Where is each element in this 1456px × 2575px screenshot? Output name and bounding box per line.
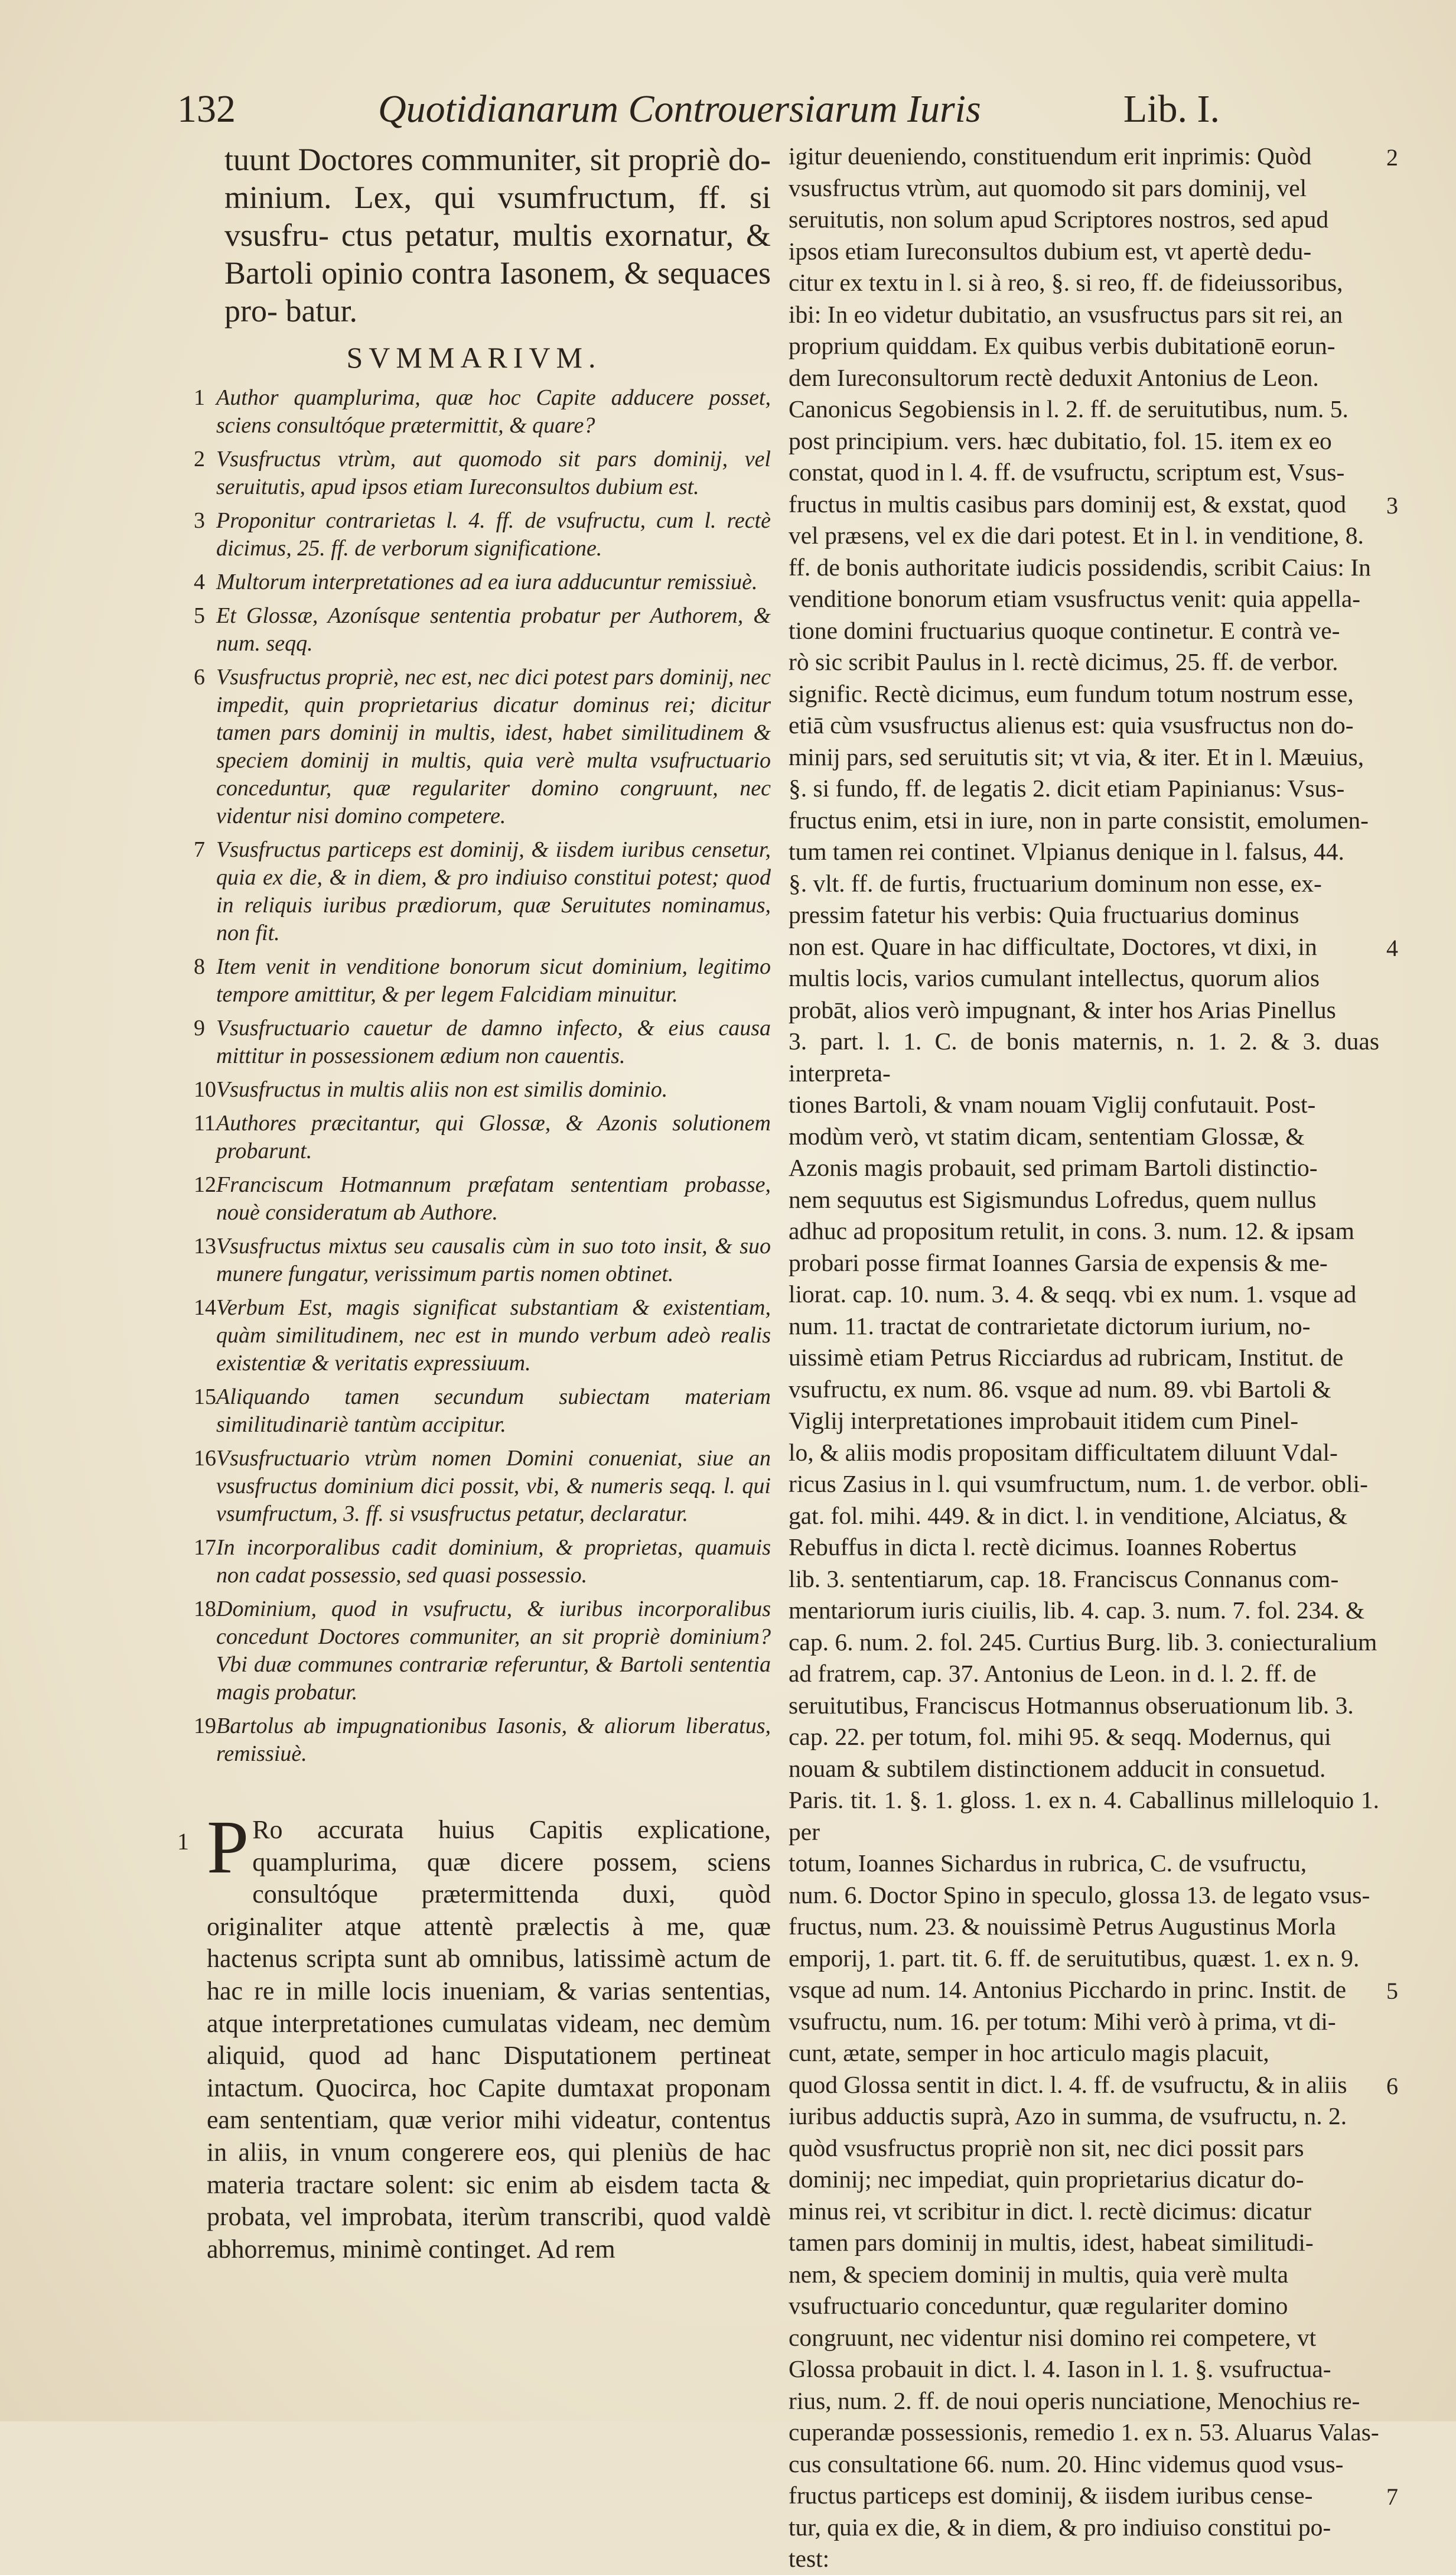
text-line: gat. fol. mihi. 449. & in dict. l. in venditione, Alciatus, & (789, 1501, 1348, 1529)
summarium-text: Proponitur contrarietas l. 4. ff. de vsufructu, cum l. rectè dicimus, 25. ff. de verborum significatione. (216, 508, 771, 561)
summarium-text: In incorporalibus cadit dominium, & proprietas, quamuis non cadat possessio, sed quasi possessio. (216, 1535, 771, 1588)
summarium-item (177, 1076, 771, 1104)
summarium-number: 5 (194, 603, 205, 628)
right-column (789, 141, 1398, 2575)
summarium-item (177, 1015, 771, 1070)
summarium-text: Bartolus ab impugnationibus Iasonis, & aliorum liberatus, remissiuè. (216, 1714, 771, 1766)
summarium-text: Vsusfructus vtrùm, aut quomodo sit pars dominij, vel seruitutis, apud ipsos etiam Iureconsultos dubium est. (216, 447, 771, 499)
summarium-text: Item venit in venditione bonorum sicut dominium, legitimo tempore amittitur, & per legem Falcidiam minuitur. (216, 954, 771, 1007)
text-line: venditione bonorum etiam vsusfructus venit: quia appella- (789, 585, 1361, 612)
summarium-item (177, 507, 771, 563)
text-line: post principium. vers. hæc dubitatio, fol. 15. item ex eo (789, 427, 1332, 454)
text-line: proprium quiddam. Ex quibus verbis dubitationē eorun- (789, 332, 1336, 359)
summarium-number: 9 (194, 1016, 205, 1041)
margin-number: 3 (1386, 492, 1398, 519)
margin-number: 4 (1386, 934, 1398, 961)
summarium-text: Franciscum Hotmannum præfatam sententiam probasse, nouè consideratum ab Authore. (216, 1172, 771, 1225)
text-line: mentariorum iuris ciuilis, lib. 4. cap. 3. num. 7. fol. 234. & (789, 1597, 1365, 1624)
left-body-text: Ro accurata huius Capitis explicatione, quamplurima, quæ dicere possem, sciens consultóque prætermittenda duxi, quòd originaliter atque attentè prælectis à me, quæ hactenus scripta sunt ab omnibus, latissimè actum de hac re in mille locis inueniam, & varias sententias, atque interpretationes cumulatas videam, nec demùm aliquid, quod ad hanc Disputationem pertineat intactum. Quocirca, hoc Capite dumtaxat proponam eam sententiam, quæ verior mihi videatur, contentus in aliis, in vnum congerere eos, qui pleniùs de hac materia tractare solent: sic enim ab eisdem tacta & probata, vel improbata, iterùm transcribi, quod valdè abhorremus, minimè continget. Ad rem (207, 1815, 771, 2264)
summarium-text: Dominium, quod in vsufructu, & iuribus incorporalibus concedunt Doctores communiter, an sit propriè dominium? Vbi duæ communes contrariæ referuntur, & Bartoli sententia magis probatur. (216, 1597, 771, 1705)
text-line: liorat. cap. 10. num. 3. 4. & seqq. vbi ex num. 1. vsque ad (789, 1280, 1357, 1308)
drop-cap: P (207, 1805, 249, 1889)
summarium-item (177, 836, 771, 947)
text-line: congruunt, nec videntur nisi domino rei competere, vt (789, 2323, 1317, 2351)
text-line: Glossa probauit in dict. l. 4. Iason in l. 1. §. vsufructua- (789, 2355, 1331, 2382)
text-line: rò sic scribit Paulus in l. rectè dicimus, 25. ff. de verbor. (789, 648, 1338, 675)
text-line: non est. Quare in hac difficultate, Doctores, vt dixi, in (789, 932, 1317, 960)
margin-number: 7 (1386, 2483, 1398, 2510)
text-line: Canonicus Segobiensis in l. 2. ff. de seruitutibus, num. 5. (789, 395, 1348, 422)
summarium-item (177, 602, 771, 658)
text-line: probari posse firmat Ioannes Garsia de expensis & me- (789, 1249, 1328, 1276)
summarium-item (177, 1110, 771, 1165)
summarium-item (177, 1233, 771, 1288)
text-line: vsufructu, num. 16. per totum: Mihi verò à prima, vt di- (789, 2007, 1336, 2035)
summarium-item (177, 1595, 771, 1706)
text-line: rius, num. 2. ff. de noui operis nunciatione, Menochius re- (789, 2387, 1360, 2414)
summarium-number: 1 (194, 385, 205, 410)
text-line: ad fratrem, cap. 37. Antonius de Leon. in d. l. 2. ff. de (789, 1660, 1317, 1687)
summarium-heading: SVMMARIVM. (346, 341, 602, 374)
intro-line: minium. Lex, qui vsumfructum, ff. si vsusfru- (224, 180, 771, 253)
text-line: nem sequutus est Sigismundus Lofredus, quem nullus (789, 1185, 1317, 1213)
summarium-item (177, 1445, 771, 1528)
summarium-text: Aliquando tamen secundum subiectam materiam similitudinariè tantùm accipitur. (216, 1384, 771, 1437)
text-line: signific. Rectè dicimus, eum fundum totum nostrum esse, (789, 679, 1354, 707)
text-line: Viglij interpretationes improbauit itidem cum Pinel- (789, 1407, 1299, 1434)
summarium-item (177, 384, 771, 440)
text-line: ipsos etiam Iureconsultos dubium est, vt apertè dedu- (789, 237, 1312, 265)
text-line: fructus particeps est dominij, & iisdem iuribus cense- (789, 2482, 1313, 2509)
text-line: quod Glossa sentit in dict. l. 4. ff. de vsufructu, & in aliis (789, 2070, 1347, 2098)
text-line: fructus, num. 23. & nouissimè Petrus Augustinus Morla (789, 1913, 1336, 1940)
summarium-item (177, 1534, 771, 1589)
summarium-text: Et Glossæ, Azonísque sententia probatur per Authorem, & num. seqq. (216, 603, 771, 656)
text-line: cus consultatione 66. num. 20. Hinc videmus quod vsus- (789, 2450, 1344, 2478)
text-line: Paris. tit. 1. §. 1. gloss. 1. ex n. 4. Caballinus milleloquio 1. per (789, 1786, 1379, 1845)
text-line: Azonis magis probauit, sed primam Bartoli distinctio- (789, 1154, 1318, 1181)
text-line: nouam & subtilem distinctionem adducit in consuetud. (789, 1754, 1326, 1782)
summarium-number: 18 (194, 1597, 216, 1621)
intro-line: tuunt Doctores communiter, sit propriè do- (224, 142, 771, 177)
summarium-text: Vsusfructus mixtus seu causalis cùm in suo toto insit, & suo munere fungatur, verissimum partis nomen obtinet. (216, 1234, 771, 1286)
text-line: lib. 3. sententiarum, cap. 18. Franciscus Connanus com- (789, 1565, 1339, 1592)
text-line: vsufructuario conceduntur, quæ regulariter domino (789, 2292, 1288, 2319)
main-text-left (177, 1805, 771, 2265)
summarium-text: Vsusfructus in multis aliis non est similis dominio. (216, 1077, 668, 1102)
margin-number: 6 (1386, 2072, 1398, 2099)
book-number: Lib. I. (1123, 87, 1220, 131)
text-line: ff. de bonis authoritate iudicis possidendis, scribit Caius: In (789, 553, 1371, 581)
intro-line: opinio contra Iasonem, & sequaces pro- (224, 255, 771, 329)
text-line: fructus in multis casibus pars dominij est, & exstat, quod (789, 490, 1347, 518)
text-line: vsque ad num. 14. Antonius Picchardo in princ. Instit. de (789, 1976, 1347, 2003)
summarium-item (177, 664, 771, 830)
summarium-text: Vsusfructuario vtrùm nomen Domini conueniat, siue an vsusfructus dominium dici possit, vbi, & numeris seqq. l. qui vsumfructum, 3. ff. si vsusfructus petatur, declaratur. (216, 1446, 771, 1526)
text-line: vsufructu, ex num. 86. vsque ad num. 89. vbi Bartoli & (789, 1375, 1331, 1403)
text-line: etiā cùm vsusfructus alienus est: quia vsusfructus non do- (789, 711, 1354, 739)
text-line: lo, & aliis modis propositam difficultatem diluunt Vdal- (789, 1438, 1338, 1466)
text-line: ricus Zasius in l. qui vsumfructum, num. 1. de verbor. obli- (789, 1470, 1368, 1497)
text-line: §. vlt. ff. de furtis, fructuarium dominum non esse, ex- (789, 869, 1322, 897)
running-head (177, 83, 1385, 136)
text-line: iuribus adductis suprà, Azo in summa, de vsufructu, n. 2. (789, 2102, 1347, 2129)
text-line: quòd vsusfructus propriè non sit, nec dici possit pars (789, 2134, 1304, 2161)
summarium-text: Multorum interpretationes ad ea iura adducuntur remissiuè. (216, 570, 758, 594)
intro-line: ctus petatur, multis exornatur, & Bartoli (224, 217, 771, 291)
summarium-number: 14 (194, 1295, 216, 1320)
summarium-text: Vsusfructus propriè, nec est, nec dici potest pars dominij, nec impedit, quin proprietarius dicatur dominus rei; dicitur tamen pars dominij in multis, idest, habet similitudinem & speciem dominij in multis, quia verè multa vsufructuario conceduntur, quæ regulariter domino congruunt, nec videntur nisi domino competere. (216, 665, 771, 828)
text-line: totum, Ioannes Sichardus in rubrica, C. de vsufructu, (789, 1849, 1307, 1877)
text-line: tum tamen rei continet. Vlpianus denique in l. falsus, 44. (789, 838, 1344, 865)
summarium-number: 7 (194, 837, 205, 862)
summarium-number: 8 (194, 954, 205, 979)
summarium-number: 17 (194, 1535, 216, 1560)
summarium-text: Verbum Est, magis significat substantiam & existentiam, quàm similitudinem, nec est in mundo verbum adeò realis existentiæ & veritatis expressiuum. (216, 1295, 771, 1376)
intro-paragraph (177, 141, 771, 330)
intro-line: batur. (285, 293, 357, 329)
text-line: minij pars, sed seruitutis sit; vt via, & iter. Et in l. Mæuius, (789, 743, 1364, 770)
summarium-number: 16 (194, 1446, 216, 1471)
summarium-number: 3 (194, 508, 205, 533)
text-line: test: (789, 2545, 830, 2572)
text-line: uissimè etiam Petrus Ricciardus ad rubricam, Institut. de (789, 1344, 1344, 1371)
text-line: tione domini fructuarius quoque continetur. E contrà ve- (789, 616, 1340, 644)
text-line: num. 11. tractat de contrarietate dictorum iurium, no- (789, 1312, 1311, 1339)
text-line: ibi: In eo videtur dubitatio, an vsusfructus pars sit rei, an (789, 300, 1343, 328)
text-line: pressim fatetur his verbis: Quia fructuarius dominus (789, 901, 1299, 928)
main-text-right (789, 141, 1398, 2575)
text-line: cap. 6. num. 2. fol. 245. Curtius Burg. lib. 3. coniecturalium (789, 1628, 1377, 1656)
text-line: constat, quod in l. 4. ff. de vsufructu, scriptum est, Vsus- (789, 459, 1345, 486)
summarium-number: 4 (194, 570, 205, 594)
summarium-item (177, 1383, 771, 1439)
summarium-number: 19 (194, 1714, 216, 1738)
summarium-number: 13 (194, 1234, 216, 1259)
summarium-number: 2 (194, 447, 205, 472)
left-column (177, 141, 771, 2265)
text-line: tamen pars dominij in multis, idest, habeat similitudi- (789, 2229, 1314, 2256)
text-line: tiones Bartoli, & vnam nouam Viglij confutauit. Post- (789, 1091, 1316, 1118)
text-line: citur ex textu in l. si à reo, §. si reo, ff. de fideiussoribus, (789, 269, 1343, 296)
text-line: multis locis, varios cumulant intellectus, quorum alios (789, 964, 1320, 991)
summarium-text: Vsusfructuario cauetur de damno infecto, & eius causa mittitur in possessionem ædium non cauentis. (216, 1016, 771, 1068)
page-number: 132 (177, 87, 236, 131)
margin-number: 5 (1386, 1978, 1398, 2004)
text-line: seruitutis, non solum apud Scriptores nostros, sed apud (789, 206, 1329, 233)
summarium-list (177, 384, 771, 1768)
text-line: 3. part. l. 1. C. de bonis maternis, n. 1. 2. & 3. duas interpreta- (789, 1028, 1379, 1087)
summarium-text: Authores præcitantur, qui Glossæ, & Azonis solutionem probarunt. (216, 1111, 771, 1163)
text-line: nem, & speciem dominij in multis, quia verè multa (789, 2260, 1288, 2288)
margin-number: 2 (1386, 144, 1398, 171)
text-line: vsusfructus vtrùm, aut quomodo sit pars dominij, vel (789, 174, 1307, 201)
running-title: Quotidianarum Controuersiarum Iuris (378, 87, 981, 131)
summarium-number: 10 (194, 1077, 216, 1102)
summarium-number: 6 (194, 665, 205, 690)
summarium-text: Vsusfructus particeps est dominij, & iisdem iuribus censetur, quia ex die, & in diem, & pro indiuiso constitui potest; quod in reliquis iuribus prædiorum, quæ Seruitutes nominamus, non fit. (216, 837, 771, 945)
text-line: seruitutibus, Franciscus Hotmannus obseruationum lib. 3. (789, 1691, 1354, 1719)
text-line: cuperandæ possessionis, remedio 1. ex n. 53. Aluarus Valas- (789, 2418, 1379, 2446)
summarium-item (177, 1294, 771, 1377)
summarium-number: 11 (194, 1111, 216, 1136)
text-line: modùm verò, vt statim dicam, sententiam Glossæ, & (789, 1122, 1305, 1150)
text-line: tur, quia ex die, & in diem, & pro indiuiso constitui po- (789, 2513, 1331, 2541)
summarium-number: 15 (194, 1384, 216, 1409)
text-line: fructus enim, etsi in iure, non in parte consistit, emolumen- (789, 806, 1369, 834)
summarium-text: Author quamplurima, quæ hoc Capite adducere posset, sciens consultóque prætermittit, & quare? (216, 385, 771, 438)
text-line: cunt, ætate, semper in hoc articulo magis placuit, (789, 2039, 1269, 2066)
summarium-item (177, 1171, 771, 1227)
text-line: §. si fundo, ff. de legatis 2. dicit etiam Papinianus: Vsus- (789, 775, 1345, 802)
text-line: num. 6. Doctor Spino in speculo, glossa 13. de legato vsus- (789, 1881, 1370, 1909)
text-line: dominij; nec impediat, quin proprietarius dicatur do- (789, 2166, 1304, 2193)
text-line: cap. 22. per totum, fol. mihi 95. & seqq. Modernus, qui (789, 1723, 1331, 1750)
text-line: vel præsens, vel ex die dari potest. Et in l. in venditione, 8. (789, 522, 1364, 549)
summarium-item (177, 446, 771, 501)
text-line: minus rei, vt scribitur in dict. l. rectè dicimus: dicatur (789, 2197, 1312, 2225)
text-line: adhuc ad propositum retulit, in cons. 3. num. 12. & ipsam (789, 1217, 1354, 1244)
text-line: dem Iureconsultorum rectè deduxit Antonius de Leon. (789, 363, 1319, 391)
text-line: probāt, alios verò impugnant, & inter hos Arias Pinellus (789, 996, 1336, 1023)
text-line: emporij, 1. part. tit. 6. ff. de seruitutibus, quæst. 1. ex n. 9. (789, 1944, 1360, 1972)
text-line: igitur deueniendo, constituendum erit inprimis: Quòd (789, 142, 1312, 170)
text-line: Rebuffus in dicta l. rectè dicimus. Ioannes Robertus (789, 1533, 1297, 1560)
section-marker: 1 (177, 1828, 189, 1855)
summarium-item (177, 568, 771, 596)
summarium-item (177, 1712, 771, 1768)
summarium-number: 12 (194, 1172, 216, 1197)
summarium-item (177, 953, 771, 1009)
